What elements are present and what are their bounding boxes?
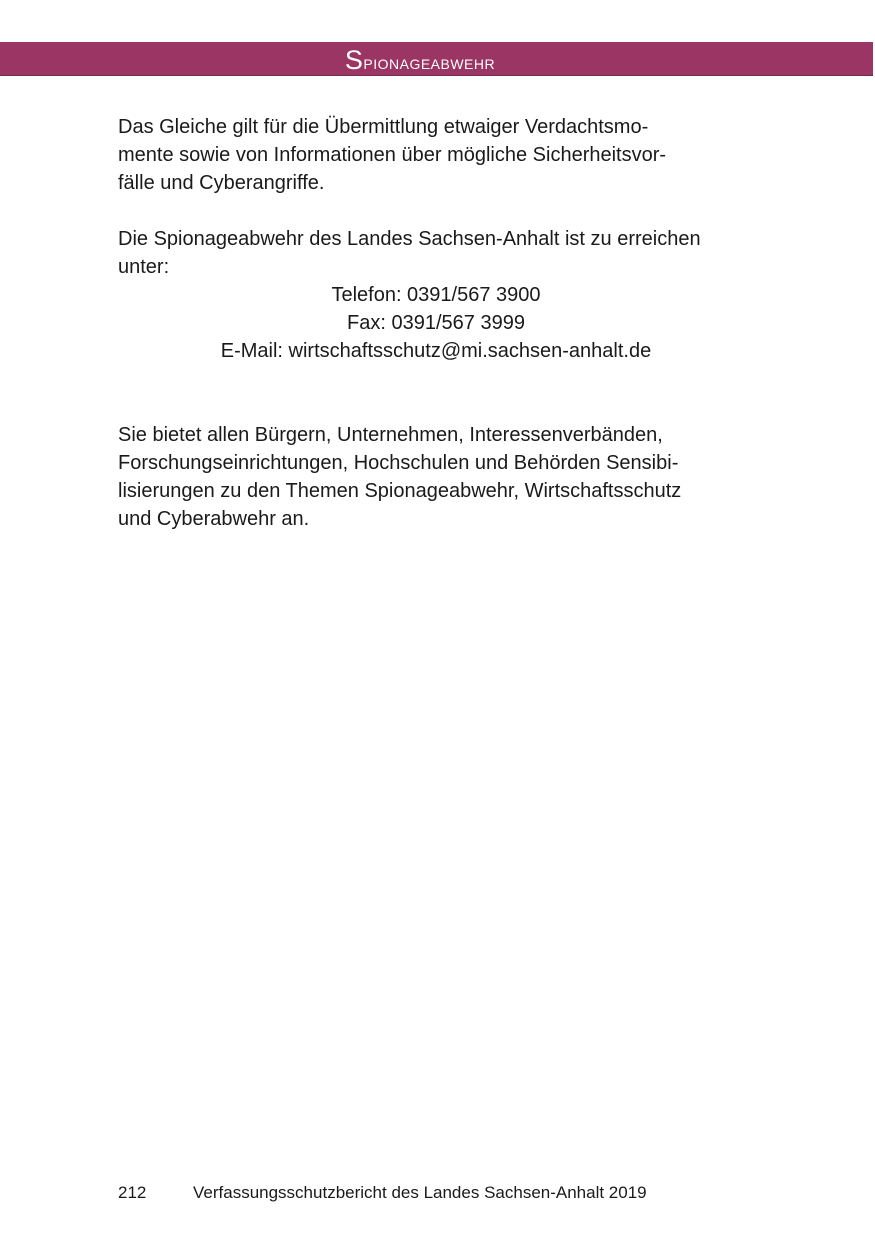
section-header-band [0,42,873,76]
contact-fax: Fax: 0391/567 3999 [347,312,525,334]
contact-email: E-Mail: wirtschaftsschutz@mi.sachsen-anhalt.de [220,340,652,362]
page-footer [118,1181,647,1205]
page-number: 212 [118,1183,147,1202]
paragraph-line: und Cyberabwehr an. [118,508,310,530]
paragraph-line: Das Gleiche gilt für die Übermittlung etwaiger Verdachtsmo- [118,116,649,138]
paragraph-line: Forschungseinrichtungen, Hochschulen und Behörden Sensibi- [118,452,679,474]
section-title: Spionageabwehr [344,45,496,75]
contact-phone: Telefon: 0391/567 3900 [331,284,541,306]
paragraph-line: mente sowie von Informationen über mögliche Sicherheitsvor- [118,144,667,166]
page-content [118,113,768,533]
paragraph-line: Sie bietet allen Bürgern, Unternehmen, Interessenverbänden, [118,424,663,446]
paragraph-line: unter: [118,256,170,278]
paragraph-reach-intro [118,225,768,281]
contact-block [118,281,754,365]
paragraph-line: Die Spionageabwehr des Landes Sachsen-Anhalt ist zu erreichen [118,228,701,250]
publication-title: Verfassungsschutzbericht des Landes Sachsen-Anhalt 2019 [193,1183,647,1202]
paragraph-line: lisierungen zu den Themen Spionageabwehr, Wirtschaftsschutz [118,480,682,502]
paragraph-transmission-info [118,113,768,197]
paragraph-offerings [118,421,768,533]
paragraph-line: fälle und Cyberangriffe. [118,172,325,194]
